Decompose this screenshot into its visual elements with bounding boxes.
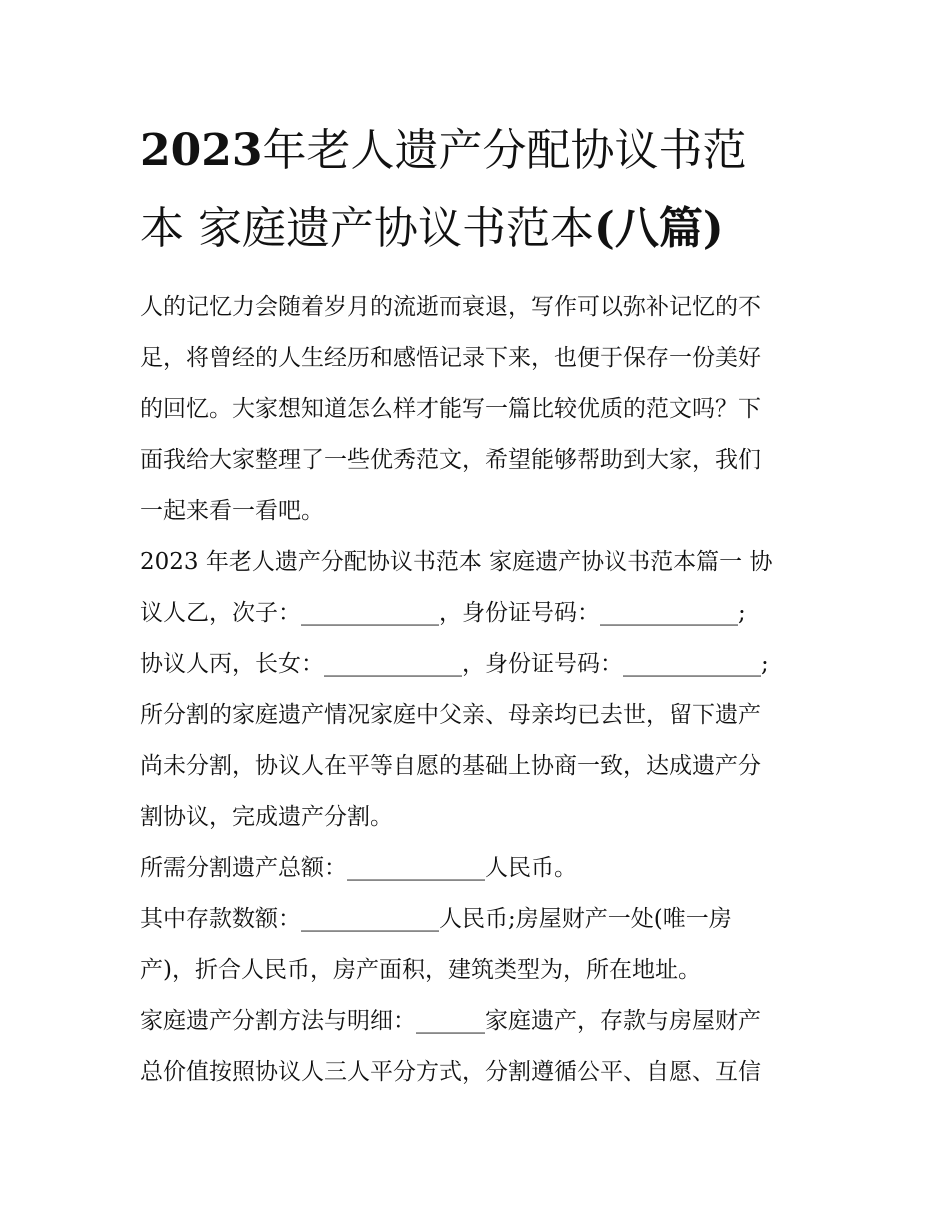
text-line: 割协议，完成遗产分割。 — [140, 804, 393, 830]
paragraph-deposits-property — [140, 894, 820, 996]
title-count: (八篇) — [594, 203, 724, 254]
title-line-2 — [140, 190, 820, 268]
paragraph-section-1-heading — [140, 537, 820, 639]
title-line-2-text: 本 家庭遗产协议书范本 — [140, 203, 594, 254]
text-line: 协议人丙，长女：____________，身份证号码：____________; — [140, 651, 769, 677]
text-line: 2023 年老人遗产分配协议书范本 家庭遗产协议书范本篇一 协 — [140, 549, 773, 575]
text-line: 足，将曾经的人生经历和感悟记录下来，也便于保存一份美好 — [140, 345, 761, 371]
paragraph-total-amount — [140, 843, 820, 894]
text-line: 面我给大家整理了一些优秀范文，希望能够帮助到大家，我们 — [140, 447, 761, 473]
paragraph-intro — [140, 282, 820, 537]
title-year: 2023 — [140, 125, 263, 176]
text-line: 尚未分割，协议人在平等自愿的基础上协商一致，达成遗产分 — [140, 753, 761, 779]
document-page — [140, 112, 820, 1098]
text-line: 总价值按照协议人三人平分方式，分割遵循公平、自愿、互信 — [140, 1059, 761, 1085]
text-line: 议人乙，次子：____________，身份证号码：____________; — [140, 600, 746, 626]
paragraph-party-c — [140, 639, 820, 690]
paragraph-division-method — [140, 996, 820, 1098]
text-line: 产)，折合人民币，房产面积，建筑类型为，所在地址。 — [140, 957, 701, 983]
document-body — [140, 282, 820, 1098]
text-line: 所需分割遗产总额：____________人民币。 — [140, 855, 577, 881]
paragraph-estate-status — [140, 690, 820, 843]
text-line: 其中存款数额：____________人民币;房屋财产一处(唯一房 — [140, 906, 732, 932]
text-line: 的回忆。大家想知道怎么样才能写一篇比较优质的范文吗？下 — [140, 396, 761, 422]
text-line: 所分割的家庭遗产情况家庭中父亲、母亲均已去世，留下遗产 — [140, 702, 761, 728]
title-line-1 — [140, 112, 820, 190]
document-title — [140, 112, 820, 268]
title-line-1-text: 年老人遗产分配协议书范 — [262, 125, 747, 176]
text-line: 家庭遗产分割方法与明细：______家庭遗产，存款与房屋财产 — [140, 1008, 761, 1034]
text-line: 一起来看一看吧。 — [140, 498, 324, 524]
text-line: 人的记忆力会随着岁月的流逝而衰退，写作可以弥补记忆的不 — [140, 294, 761, 320]
